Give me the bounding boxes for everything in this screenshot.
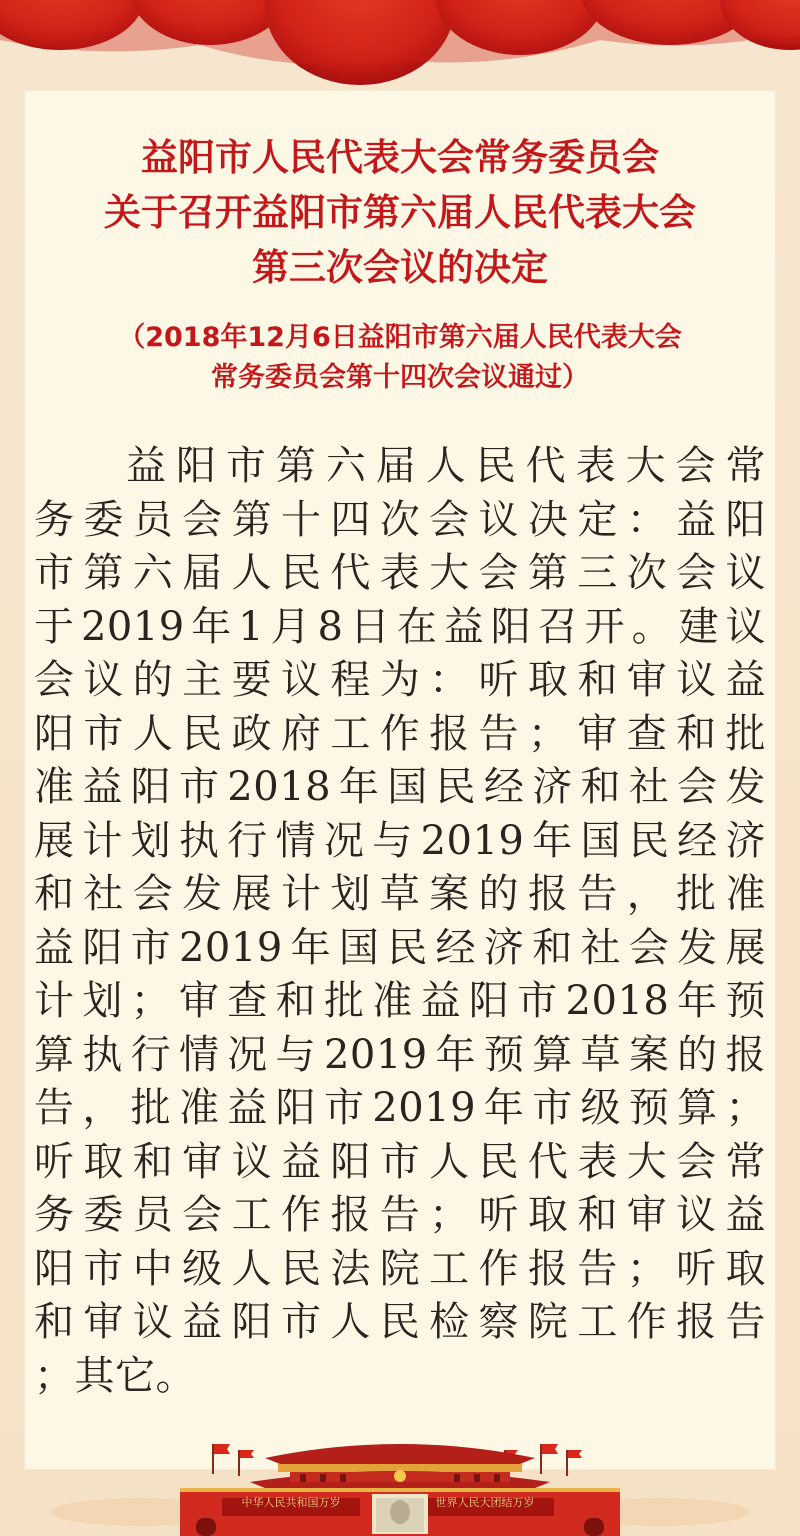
body-line: 告，批准益阳市2019年市级预算； (34, 1085, 766, 1131)
body-line: 阳市中级人民法院工作报告；听取 (34, 1245, 766, 1292)
tiananmen-gate-decoration-icon (0, 1420, 800, 1536)
body-line: 务委员会第十四次会议决定：益阳 (34, 496, 766, 543)
red-lanterns-decoration-icon (0, 0, 800, 95)
body-line: 听取和审议益阳市人民代表大会常 (34, 1138, 766, 1185)
body-line: 阳市人民政府工作报告；审查和批 (34, 710, 766, 757)
body-line: 于2019年1月8日在益阳召开。建议 (34, 603, 766, 650)
body-line: 会议的主要议程为：听取和审议益 (34, 657, 766, 703)
body-line: 计划；审查和批准益阳市2018年预 (34, 978, 766, 1024)
subtitle-line: （2018年12月6日益阳市第六届人民代表大会 (118, 322, 682, 353)
title-line: 益阳市人民代表大会常务委员会 (141, 136, 659, 179)
body-line: 和社会发展计划草案的报告，批准 (34, 871, 766, 917)
subtitle-line: 常务委员会第十四次会议通过） (211, 362, 589, 393)
document-title (0, 130, 800, 295)
body-line: 益阳市2019年国民经济和社会发展 (34, 924, 766, 971)
banner-right-text: 世界人民大团结万岁 (435, 1496, 535, 1509)
body-line: ；其它。 (34, 1352, 196, 1399)
title-line: 关于召开益阳市第六届人民代表大会 (104, 191, 696, 234)
body-line: 市第六届人民代表大会第三次会议 (34, 550, 766, 596)
body-line: 算执行情况与2019年预算草案的报 (34, 1031, 766, 1078)
body-line: 和审议益阳市人民检察院工作报告 (34, 1299, 766, 1345)
body-line: 务委员会工作报告；听取和审议益 (34, 1192, 766, 1238)
body-line: 准益阳市2018年国民经济和社会发 (34, 764, 766, 810)
body-line: 展计划执行情况与2019年国民经济 (34, 817, 766, 864)
body-line: 益阳市第六届人民代表大会常 (126, 443, 766, 489)
document-subtitle (0, 318, 800, 398)
title-line: 第三次会议的决定 (252, 246, 548, 289)
document-body (34, 440, 766, 1403)
banner-left-text: 中华人民共和国万岁 (241, 1496, 341, 1509)
